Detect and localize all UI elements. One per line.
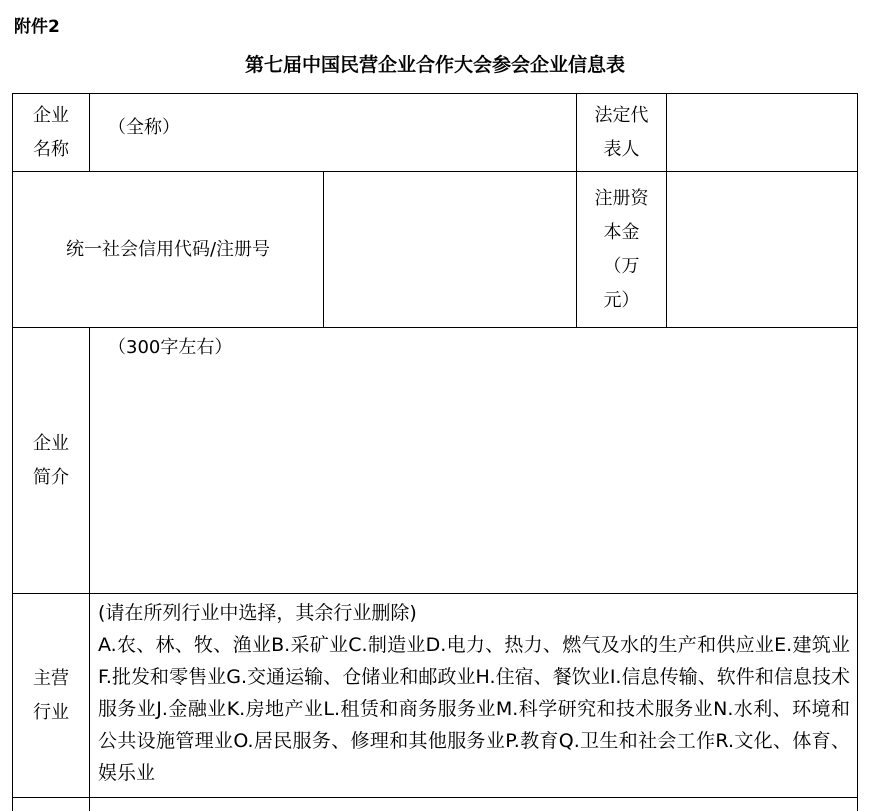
table-col-divider: [89, 327, 90, 811]
main-industry-field[interactable]: [98, 597, 850, 789]
profile-label-line2: 简介: [33, 466, 69, 488]
registered-capital-field[interactable]: [667, 172, 857, 327]
company-profile-label: [13, 328, 89, 593]
company-profile-field[interactable]: [108, 331, 848, 589]
attachment-label: 附件2: [14, 17, 60, 37]
profile-label-line1: 企业: [33, 432, 69, 454]
company-name-field[interactable]: [108, 111, 568, 151]
industry-label-line2: 行业: [33, 701, 69, 723]
table-row-divider: [12, 327, 858, 328]
industry-options: A.农、林、牧、渔业B.采矿业C.制造业D.电力、热力、燃气及水的生产和供应业E.建筑业F.批发和零售业G.交通运输、仓储业和邮政业H.住宿、餐饮业I.信息传输、软件和信息技术服务业J.金融业K.房地产业L.租赁和商务服务业M.科学研究和技术服务业N.水利、环境和公共设施管理业O.居民服务、修理和其他服务业P.教育Q.卫生和社会工作R.文化、体育、娱乐业: [98, 634, 850, 784]
capital-label-line4: 元）: [603, 289, 640, 311]
table-row-divider: [12, 593, 858, 594]
capital-label-line2: 本金: [603, 221, 640, 243]
legal-rep-field[interactable]: [667, 94, 857, 171]
company-name-label: [13, 94, 89, 171]
registered-capital-label: [577, 172, 666, 327]
legal-rep-label-line2: 表人: [603, 138, 640, 160]
table-row-divider: [12, 797, 858, 798]
company-name-placeholder: （全称）: [108, 117, 180, 138]
table-border-right: [857, 93, 858, 811]
industry-instruction: (请在所列行业中选择，其余行业删除): [98, 602, 417, 624]
credit-code-field[interactable]: [324, 172, 576, 327]
credit-code-label: [13, 172, 323, 327]
legal-rep-label: [577, 94, 666, 171]
table-col-divider: [89, 93, 90, 172]
capital-label-line3: （万: [603, 255, 640, 277]
form-title: 第七届中国民营企业合作大会参会企业信息表: [244, 54, 625, 76]
company-profile-placeholder: （300字左右）: [108, 337, 233, 358]
credit-code-label-text: 统一社会信用代码/注册号: [65, 238, 271, 260]
company-name-label-line2: 名称: [33, 138, 69, 160]
main-industry-label: [13, 594, 89, 797]
capital-label-line1: 注册资: [594, 187, 649, 209]
company-name-label-line1: 企业: [33, 104, 69, 126]
legal-rep-label-line1: 法定代: [594, 104, 649, 126]
industry-label-line1: 主营: [33, 667, 69, 689]
